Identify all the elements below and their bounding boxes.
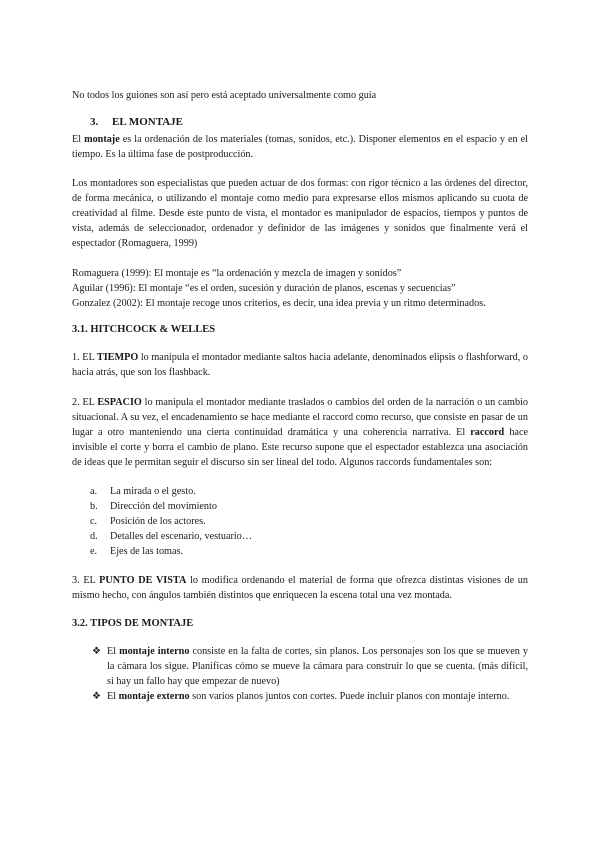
paragraph-punto-de-vista bbox=[72, 573, 528, 603]
section-title: EL MONTAJE bbox=[112, 116, 184, 128]
diamond-bullet-icon: ❖ bbox=[92, 646, 101, 657]
bold-term: raccord bbox=[470, 427, 505, 438]
paragraph-montadores: Los montadores son especialistas que pueden actuar de dos formas: con rigor técnico a las órdenes del director, de forma mecánica, o utilizando el montaje como medio para expresarse ellos mismos aplicando su cuota de creatividad al filme. Desde este punto de vista, el montador es manipulador de espacios, tiempos y puntos de vista, además de seleccionador, ordenador y definidor de las imágenes y sonidos que finalmente verá el espectador (Romaguera, 1999) bbox=[72, 178, 528, 249]
raccord-list bbox=[90, 484, 510, 559]
section-heading-3-2: 3.2. TIPOS DE MONTAJE bbox=[72, 618, 194, 629]
text-run: El bbox=[72, 134, 85, 145]
bold-term: montaje interno bbox=[119, 646, 190, 657]
bold-term: TIEMPO bbox=[96, 352, 139, 363]
list-marker: a. bbox=[90, 486, 98, 497]
list-item-text: La mirada o el gesto. bbox=[110, 486, 196, 497]
list-item-text: Ejes de las tomas. bbox=[110, 546, 183, 557]
section-heading-3-1: 3.1. HITCHCOCK & WELLES bbox=[72, 324, 216, 335]
list-item-text: Posición de los actores. bbox=[110, 516, 206, 527]
list-item bbox=[92, 644, 528, 689]
quotes-block bbox=[72, 266, 528, 311]
tipos-list bbox=[92, 644, 528, 704]
text-run: consiste en la falta de cortes, sin planos. Los personajes son los que se mueven y la cámara los sigue. Planificas cómo se mueve la cámara para construir lo que se cuenta. (más difícil, si hay un fallo hay que empezar de nuevo) bbox=[107, 646, 528, 687]
text-run: son varios planos juntos con cortes. Puede incluir planos con montaje interno. bbox=[189, 691, 510, 702]
list-marker: d. bbox=[90, 531, 98, 542]
section-heading-3 bbox=[90, 115, 546, 130]
list-item-text: Detalles del escenario, vestuario… bbox=[110, 531, 253, 542]
text-run: lo modifica ordenando el material de forma que ofrezca distintas visiones de un mismo hecho, con ángulos también distintos que enriquecen la escena total una vez montada. bbox=[72, 575, 528, 601]
list-item bbox=[90, 499, 510, 514]
list-marker: e. bbox=[90, 546, 98, 557]
paragraph-definition bbox=[72, 132, 528, 162]
list-item bbox=[90, 484, 510, 499]
section-number: 3. bbox=[90, 116, 99, 128]
text-run: hace invisible el corte y borra el cambio de plano. Este recurso supone que el espectador establezca una asociación de ideas que le permitan seguir el discurso sin ser lineal del todo. Algunos raccords fundamentales son: bbox=[72, 427, 528, 468]
list-item bbox=[90, 514, 510, 529]
list-item-text: Dirección del movimiento bbox=[110, 501, 217, 512]
list-item bbox=[90, 529, 510, 544]
diamond-bullet-icon: ❖ bbox=[92, 691, 101, 702]
text-run: El bbox=[107, 646, 120, 657]
text-run: 3. EL bbox=[72, 575, 100, 586]
text-run: es la ordenación de los materiales (tomas, sonidos, etc.). Disponer elementos en el espacio y en el tiempo. Es la última fase de postproducción. bbox=[72, 134, 528, 160]
list-marker: c. bbox=[90, 516, 98, 527]
intro-line: No todos los guiones son así pero está aceptado universalmente como guía bbox=[72, 90, 377, 101]
bold-term: PUNTO DE VISTA bbox=[99, 575, 187, 586]
list-item bbox=[90, 544, 510, 559]
text-run: 1. EL bbox=[72, 352, 97, 363]
paragraph-tiempo bbox=[72, 350, 528, 380]
list-item bbox=[92, 689, 528, 704]
text-run: lo manipula el montador mediante traslados o cambios del orden de la narración o un cambio situacional. A su vez, el encadenamiento se hace mediante el raccord como recurso, que consiste en pasar de un lugar a otro manteniendo una cierta continuidad dramática y una coherencia narrativa. El bbox=[72, 397, 528, 438]
bold-term: montaje bbox=[84, 134, 120, 145]
quote-line: Romaguera (1999): El montaje es “la ordenación y mezcla de imagen y sonidos” bbox=[72, 268, 402, 279]
quote-line: Gonzalez (2002): El montaje recoge unos criterios, es decir, una idea previa y un ritmo determinados. bbox=[72, 298, 486, 309]
paragraph-espacio bbox=[72, 395, 528, 470]
text-run: 2. EL bbox=[72, 397, 98, 408]
text-run: lo manipula el montador mediante saltos hacia adelante, denominados elipsis o flashforward, o hacia atrás, que son los flashback. bbox=[72, 352, 528, 378]
bold-term: montaje externo bbox=[118, 691, 190, 702]
bold-term: ESPACIO bbox=[97, 397, 142, 408]
text-run: El bbox=[107, 691, 119, 702]
list-marker: b. bbox=[90, 501, 98, 512]
quote-line: Aguilar (1996): El montaje “es el orden, sucesión y duración de planos, escenas y secuencias” bbox=[72, 283, 456, 294]
